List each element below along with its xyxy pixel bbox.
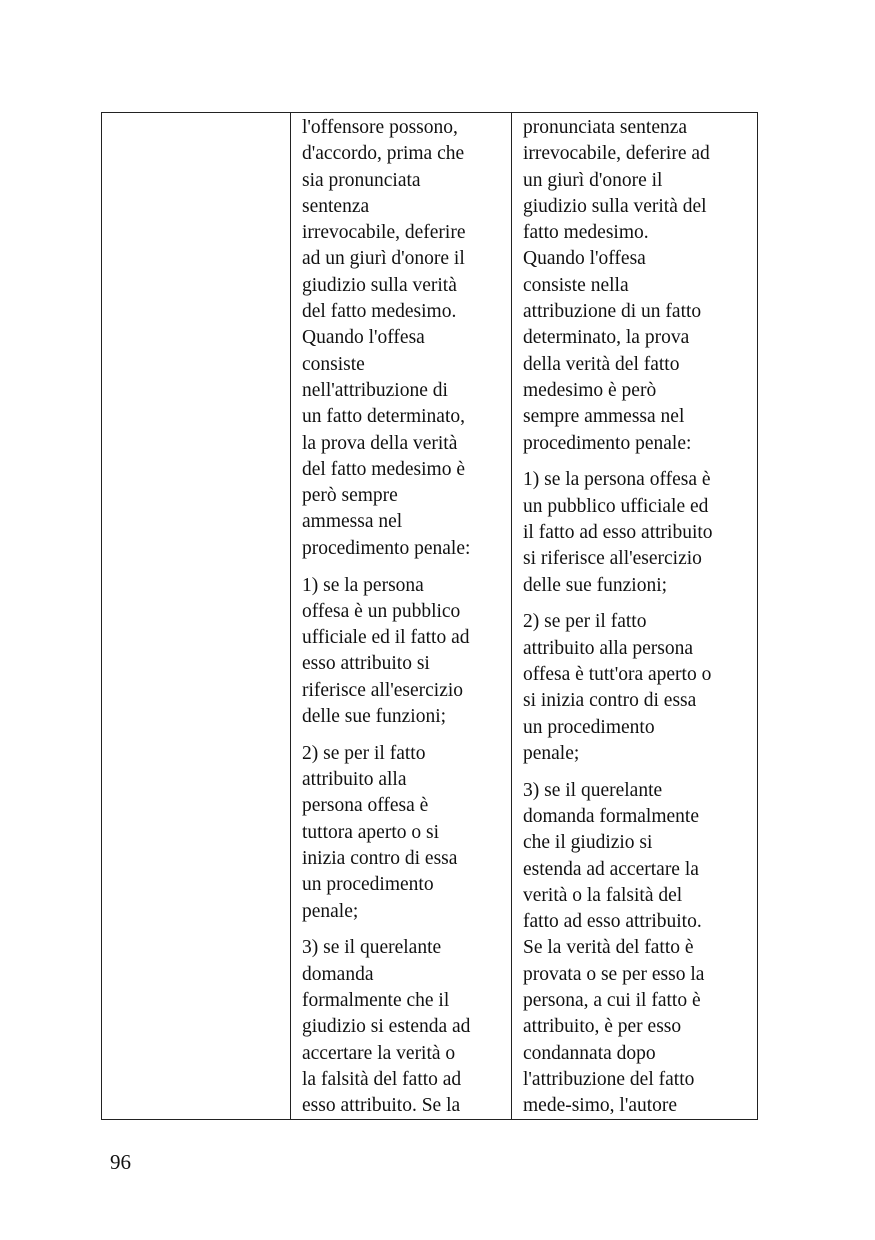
text-line: la falsità del fatto ad	[302, 1068, 462, 1090]
text-line: un procedimento	[302, 874, 434, 896]
table-column-right	[512, 113, 758, 1119]
text-line: consiste nella	[523, 274, 629, 296]
text-line: nell'attribuzione di	[302, 379, 448, 401]
text-line: del fatto medesimo.	[302, 301, 457, 323]
text-line: persona, a cui il fatto è	[523, 990, 701, 1011]
text-line: attribuito, è per esso	[523, 1016, 682, 1038]
text-line: 1) se la persona	[302, 574, 424, 596]
text-line: 3) se il querelante	[523, 779, 663, 801]
text-line: d'accordo, prima che	[302, 143, 465, 165]
text-line: provata o se per esso la	[523, 963, 705, 985]
text-line: riferisce all'esercizio	[302, 679, 464, 701]
paragraph	[523, 778, 754, 1120]
text-line: un procedimento	[523, 716, 655, 738]
text-line: ufficiale ed il fatto ad	[302, 627, 470, 649]
text-line: l'attribuzione del fatto	[523, 1068, 695, 1090]
text-line: ammessa nel	[302, 511, 403, 533]
text-line: che il giudizio si	[523, 832, 653, 854]
text-line: tuttora aperto o si	[302, 821, 440, 843]
text-line: formalmente che il	[302, 990, 450, 1011]
text-line: delle sue funzioni;	[523, 574, 668, 596]
text-line: medesimo è però	[523, 379, 657, 401]
text-line: un pubblico ufficiale ed	[523, 495, 709, 517]
text-line: l'offensore possono,	[302, 117, 458, 138]
text-line: 1) se la persona offesa è	[523, 469, 711, 491]
paragraph	[523, 467, 754, 598]
text-line: 2) se per il fatto	[302, 742, 426, 764]
text-line: persona offesa è	[302, 795, 429, 817]
text-line: mede-simo, l'autore	[523, 1095, 678, 1117]
text-line: pronunciata sentenza	[523, 117, 688, 138]
text-line: un fatto determinato,	[302, 406, 465, 428]
text-line: penale;	[523, 742, 580, 764]
text-line: della verità del fatto	[523, 353, 680, 375]
text-line: attribuito alla	[302, 769, 407, 791]
text-line: estenda ad accertare la	[523, 858, 699, 880]
text-line: consiste	[302, 353, 365, 375]
table-column-middle	[291, 113, 512, 1119]
text-line: sia pronunciata	[302, 169, 421, 191]
text-line: 3) se il querelante	[302, 937, 442, 959]
text-line: determinato, la prova	[523, 327, 690, 349]
paragraph	[302, 741, 507, 925]
text-line: si riferisce all'esercizio	[523, 548, 702, 570]
text-line: inizia contro di essa	[302, 848, 458, 870]
column-middle-text	[302, 115, 507, 1130]
paragraph	[302, 573, 507, 731]
text-line: giudizio sulla verità	[302, 274, 457, 296]
text-line: la prova della verità	[302, 432, 458, 454]
text-line: però sempre	[302, 485, 398, 507]
text-line: offesa è tutt'ora aperto o	[523, 663, 712, 685]
text-line: irrevocabile, deferire	[302, 222, 466, 244]
text-line: Quando l'offesa	[523, 248, 646, 270]
text-line: un giurì d'onore il	[523, 169, 663, 191]
text-line: domanda formalmente	[523, 805, 699, 827]
comparison-table	[101, 112, 758, 1120]
text-line: 2) se per il fatto	[523, 611, 647, 633]
paragraph	[302, 935, 507, 1119]
text-line: penale;	[302, 900, 359, 922]
text-line: del fatto medesimo è	[302, 458, 465, 480]
text-line: fatto ad esso attribuito.	[523, 911, 702, 933]
text-line: procedimento penale:	[523, 432, 692, 454]
text-line: si inizia contro di essa	[523, 690, 697, 712]
text-line: esso attribuito si	[302, 653, 430, 675]
text-line: esso attribuito. Se la	[302, 1095, 461, 1117]
text-line: delle sue funzioni;	[302, 706, 447, 728]
text-line: ad un giurì d'onore il	[302, 248, 465, 270]
text-line: attribuito alla persona	[523, 637, 694, 659]
text-line: irrevocabile, deferire ad	[523, 143, 710, 165]
paragraph	[302, 115, 507, 562]
text-line: verità o la falsità del	[523, 884, 683, 906]
text-line: giudizio sulla verità del	[523, 195, 707, 217]
text-line: il fatto ad esso attribuito	[523, 521, 713, 543]
column-right-text	[523, 115, 754, 1130]
text-line: domanda	[302, 963, 374, 985]
table-column-left	[102, 113, 291, 1119]
text-line: attribuzione di un fatto	[523, 301, 702, 323]
text-line: Quando l'offesa	[302, 327, 425, 349]
text-line: giudizio si estenda ad	[302, 1016, 471, 1038]
paragraph	[523, 115, 754, 457]
text-line: condannata dopo	[523, 1042, 656, 1064]
page-number: 96	[110, 1150, 131, 1174]
text-line: accertare la verità o	[302, 1042, 456, 1064]
paragraph	[523, 609, 754, 767]
text-line: sempre ammessa nel	[523, 406, 685, 428]
text-line: offesa è un pubblico	[302, 600, 461, 622]
text-line: Se la verità del fatto è	[523, 937, 694, 959]
text-line: fatto medesimo.	[523, 222, 649, 244]
text-line: procedimento penale:	[302, 537, 471, 559]
text-line: sentenza	[302, 195, 370, 217]
